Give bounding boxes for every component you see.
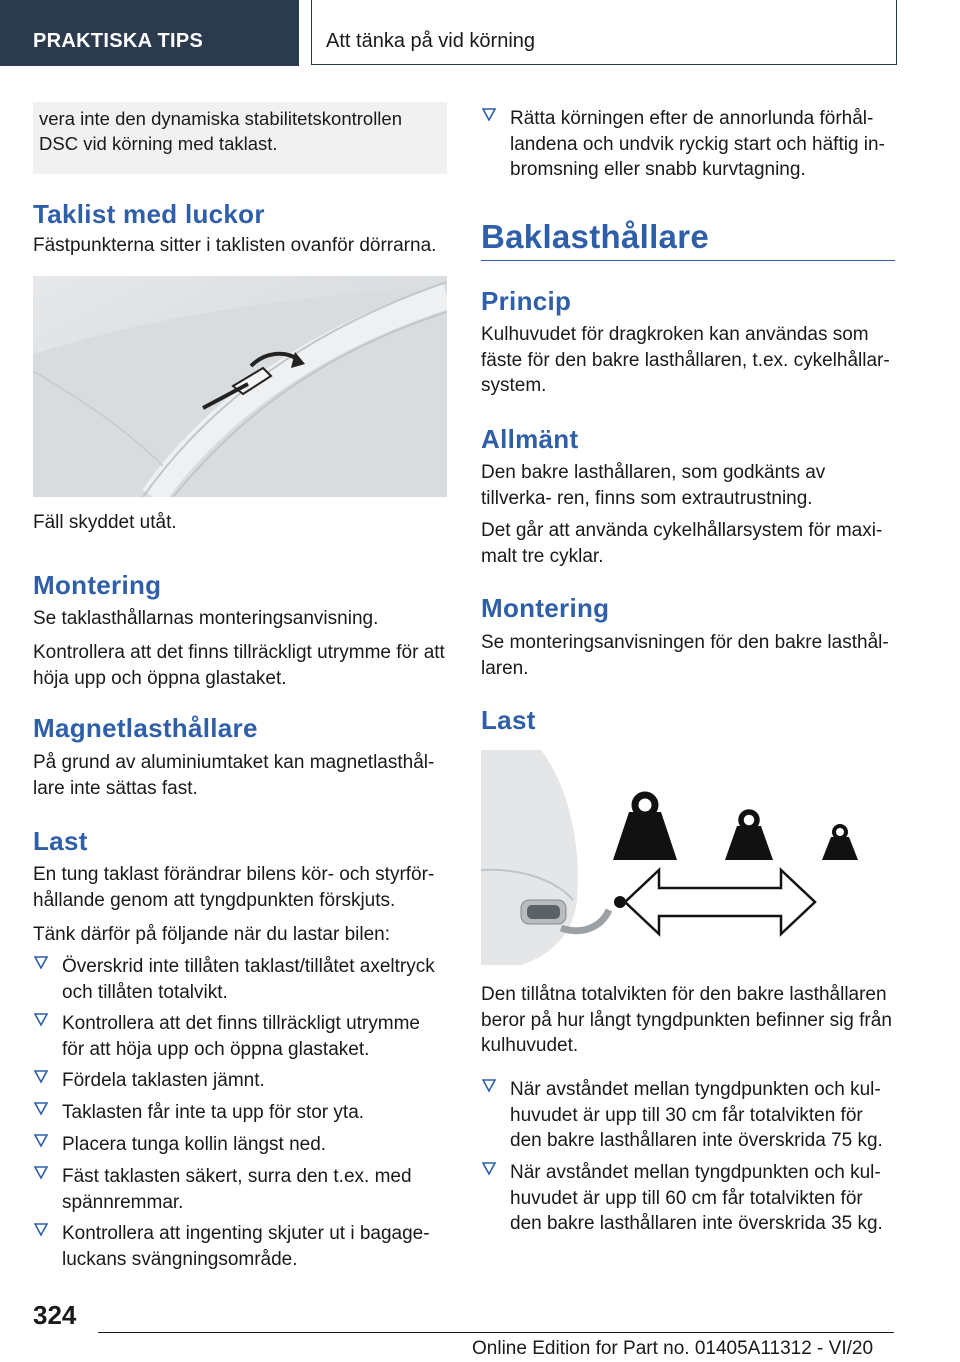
title-rule [481, 260, 895, 261]
heading-last-left: Last [33, 826, 88, 856]
montering-text-2: Kontrollera att det finns tillräckligt utrymme för att höja upp och öppna glastaket. [33, 642, 445, 689]
footer-rule [98, 1332, 894, 1333]
figure-caption: Fäll skyddet utåt. [33, 512, 177, 533]
page-header [0, 0, 896, 66]
triangle-bullet-icon [34, 1223, 48, 1237]
rear-load-figure [481, 750, 895, 965]
triangle-bullet-icon [482, 1162, 496, 1176]
triangle-bullet-icon [34, 1166, 48, 1180]
last-text-1: En tung taklast förändrar bilens kör- och styrför- hållande genom att tyngdpunkten förskjuts. [33, 864, 435, 911]
heading-montering-left: Montering [33, 570, 162, 600]
heading-montering-right: Montering [481, 593, 610, 623]
section-title: PRAKTISKA TIPS [33, 30, 204, 52]
triangle-bullet-icon [34, 1013, 48, 1027]
triangle-bullet-icon [34, 1070, 48, 1084]
taklist-text: Fästpunkterna sitter i taklisten ovanför dörrarna. [33, 235, 437, 256]
magnet-text: På grund av aluminiumtaket kan magnetlasthål- lare inte sättas fast. [33, 752, 435, 799]
montering-right-text: Se monteringsanvisningen för den bakre lasthål- laren. [481, 632, 889, 679]
heading-allmant: Allmänt [481, 424, 579, 454]
heading-magnet: Magnetlasthållare [33, 713, 258, 743]
allmant-text-2: Det går att använda cykelhållarsystem för maxi- malt tre cyklar. [481, 520, 883, 567]
triangle-bullet-icon [34, 956, 48, 970]
page-number: 324 [33, 1300, 77, 1330]
chapter-tab [311, 0, 897, 65]
triangle-bullet-icon [34, 1134, 48, 1148]
footer-edition: Online Edition for Part no. 01405A11312 - VI/20 [472, 1338, 874, 1359]
section-tab [0, 0, 299, 66]
note-text: vera inte den dynamiska stabilitetskontrollen DSC vid körning med taklast. [39, 108, 402, 154]
heading-taklist: Taklist med luckor [33, 199, 265, 229]
last-text-2: Tänk därför på följande när du lastar bilen: [33, 924, 390, 945]
triangle-bullet-icon [482, 108, 496, 122]
roof-rail-illustration [33, 276, 447, 497]
triangle-bullet-icon [34, 1102, 48, 1116]
montering-text-1: Se taklasthållarnas monteringsanvisning. [33, 608, 379, 629]
triangle-bullet-icon [482, 1079, 496, 1093]
heading-last-right: Last [481, 705, 536, 735]
heading-princip: Princip [481, 286, 572, 316]
last-right-text: Den tillåtna totalvikten för den bakre lasthållaren beror på hur långt tyngdpunkten befinner sig från kulhuvudet. [481, 984, 892, 1056]
princip-text: Kulhuvudet för dragkroken kan användas som fäste för den bakre lasthållaren, t.ex. cykelhållar- system. [481, 324, 890, 396]
page-section-title: Baklasthållare [481, 218, 709, 255]
note-box [33, 102, 447, 174]
allmant-text-1: Den bakre lasthållaren, som godkänts av tillverka- ren, finns som extrautrustning. [481, 462, 826, 509]
roof-rail-figure [33, 276, 447, 497]
rear-load-illustration [481, 750, 895, 965]
chapter-title: Att tänka på vid körning [326, 30, 536, 52]
